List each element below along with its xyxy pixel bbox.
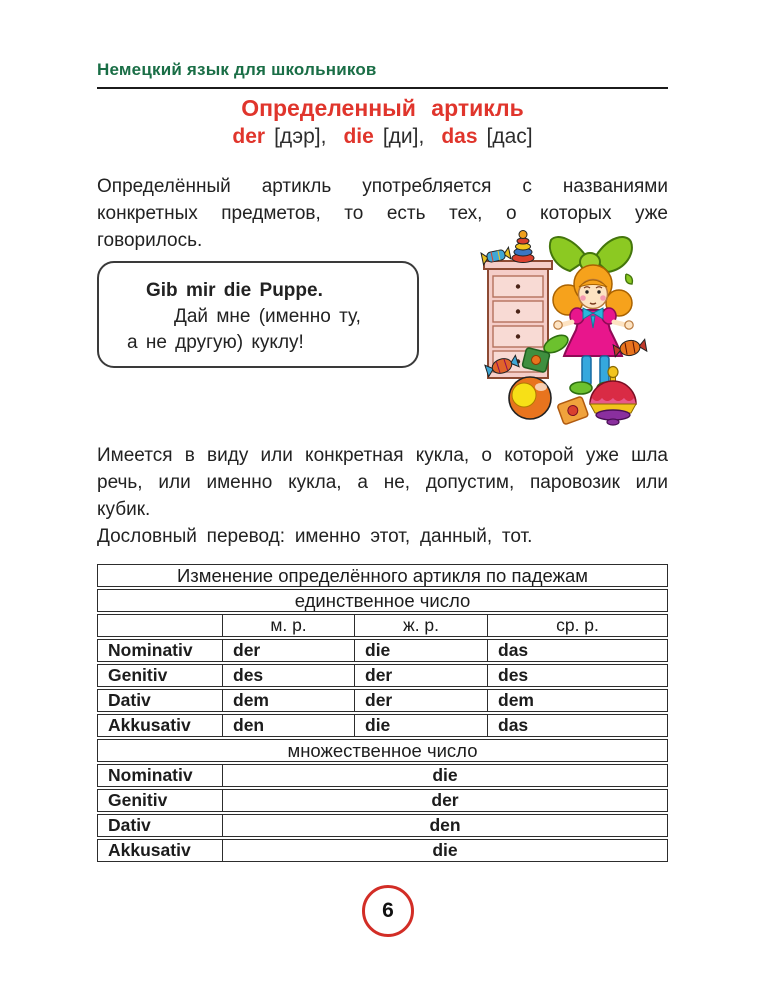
feminine-header: ж. р. [355,614,488,637]
body-paragraph: Имеется в виду или конкретная кукла, о которой уже шла речь, или именно кукла, а не, допустим, паровозик или кубик. [97,445,668,520]
case-label: Genitiv [97,789,223,812]
article-das: das [441,125,478,148]
form-n: das [488,714,668,737]
doll [541,237,633,394]
transcription-das: [дас] [486,125,533,148]
ball [509,377,551,419]
candy-flower [557,396,589,425]
form-m: den [223,714,355,737]
article-die: die [343,125,374,148]
example-box [97,261,419,368]
neuter-header: ср. р. [488,614,668,637]
hand-right [625,321,633,329]
table-row-dativ-singular [97,689,668,712]
hand-left [554,321,562,329]
table-row-akkusativ-plural [97,839,668,862]
form-plural: der [223,789,668,812]
table-row-nominativ-plural [97,764,668,787]
case-label: Nominativ [97,764,223,787]
form-plural: den [223,814,668,837]
case-label: Nominativ [97,639,223,662]
case-label: Akkusativ [97,714,223,737]
form-plural: die [223,839,668,862]
table-row-akkusativ-singular [97,714,668,737]
form-f: die [355,714,488,737]
spinning-top [590,367,636,426]
gender-header-row [97,614,668,637]
singular-heading: единственное число [97,589,668,612]
table-row-dativ-plural [97,814,668,837]
example-russian-line1: Дай мне (именно ту, [174,306,361,327]
form-n: das [488,639,668,662]
table-title-row [97,564,668,587]
form-f: der [355,689,488,712]
singular-heading-row [97,589,668,612]
pyramid-toy [512,231,534,263]
transcription-die: [ди], [382,125,425,148]
table-title: Изменение определённого артикля по падежам [97,564,668,587]
declension-table [97,564,668,862]
table-row-genitiv-plural [97,789,668,812]
table-row-nominativ-singular [97,639,668,662]
table-row-genitiv-singular [97,664,668,687]
form-m: des [223,664,355,687]
page-number-badge [362,885,414,937]
form-m: der [223,639,355,662]
form-n: des [488,664,668,687]
page-content [97,0,668,862]
note-paragraph: Дословный перевод: именно этот, данный, тот. [97,526,533,547]
case-label: Dativ [97,814,223,837]
example-german-sentence: Gib mir die Puppe. [146,280,323,301]
page-number: 6 [382,899,394,922]
article-der: der [232,125,266,148]
running-head: Немецкий язык для школьников [97,60,377,79]
empty-header-cell [97,614,223,637]
form-f: der [355,664,488,687]
masculine-header: м. р. [223,614,355,637]
form-plural: die [223,764,668,787]
transcription-der: [дэр], [274,125,327,148]
plural-heading: множественное число [97,739,668,762]
doll-and-toys-illustration [478,226,650,431]
example-russian-line2: а не другую) куклу! [127,332,304,353]
body-text [97,442,668,550]
form-m: dem [223,689,355,712]
article-subtitle [97,124,668,150]
case-label: Akkusativ [97,839,223,862]
case-label: Dativ [97,689,223,712]
form-n: dem [488,689,668,712]
case-label: Genitiv [97,664,223,687]
form-f: die [355,639,488,662]
shoe-left [570,382,592,394]
intro-paragraph: Определённый артикль употребляется с названиями конкретных предметов, то есть тех, о которых уже говорилось. [97,176,668,251]
header-rule [97,87,668,89]
plural-heading-row [97,739,668,762]
page-title: Определенный артикль [241,95,524,121]
